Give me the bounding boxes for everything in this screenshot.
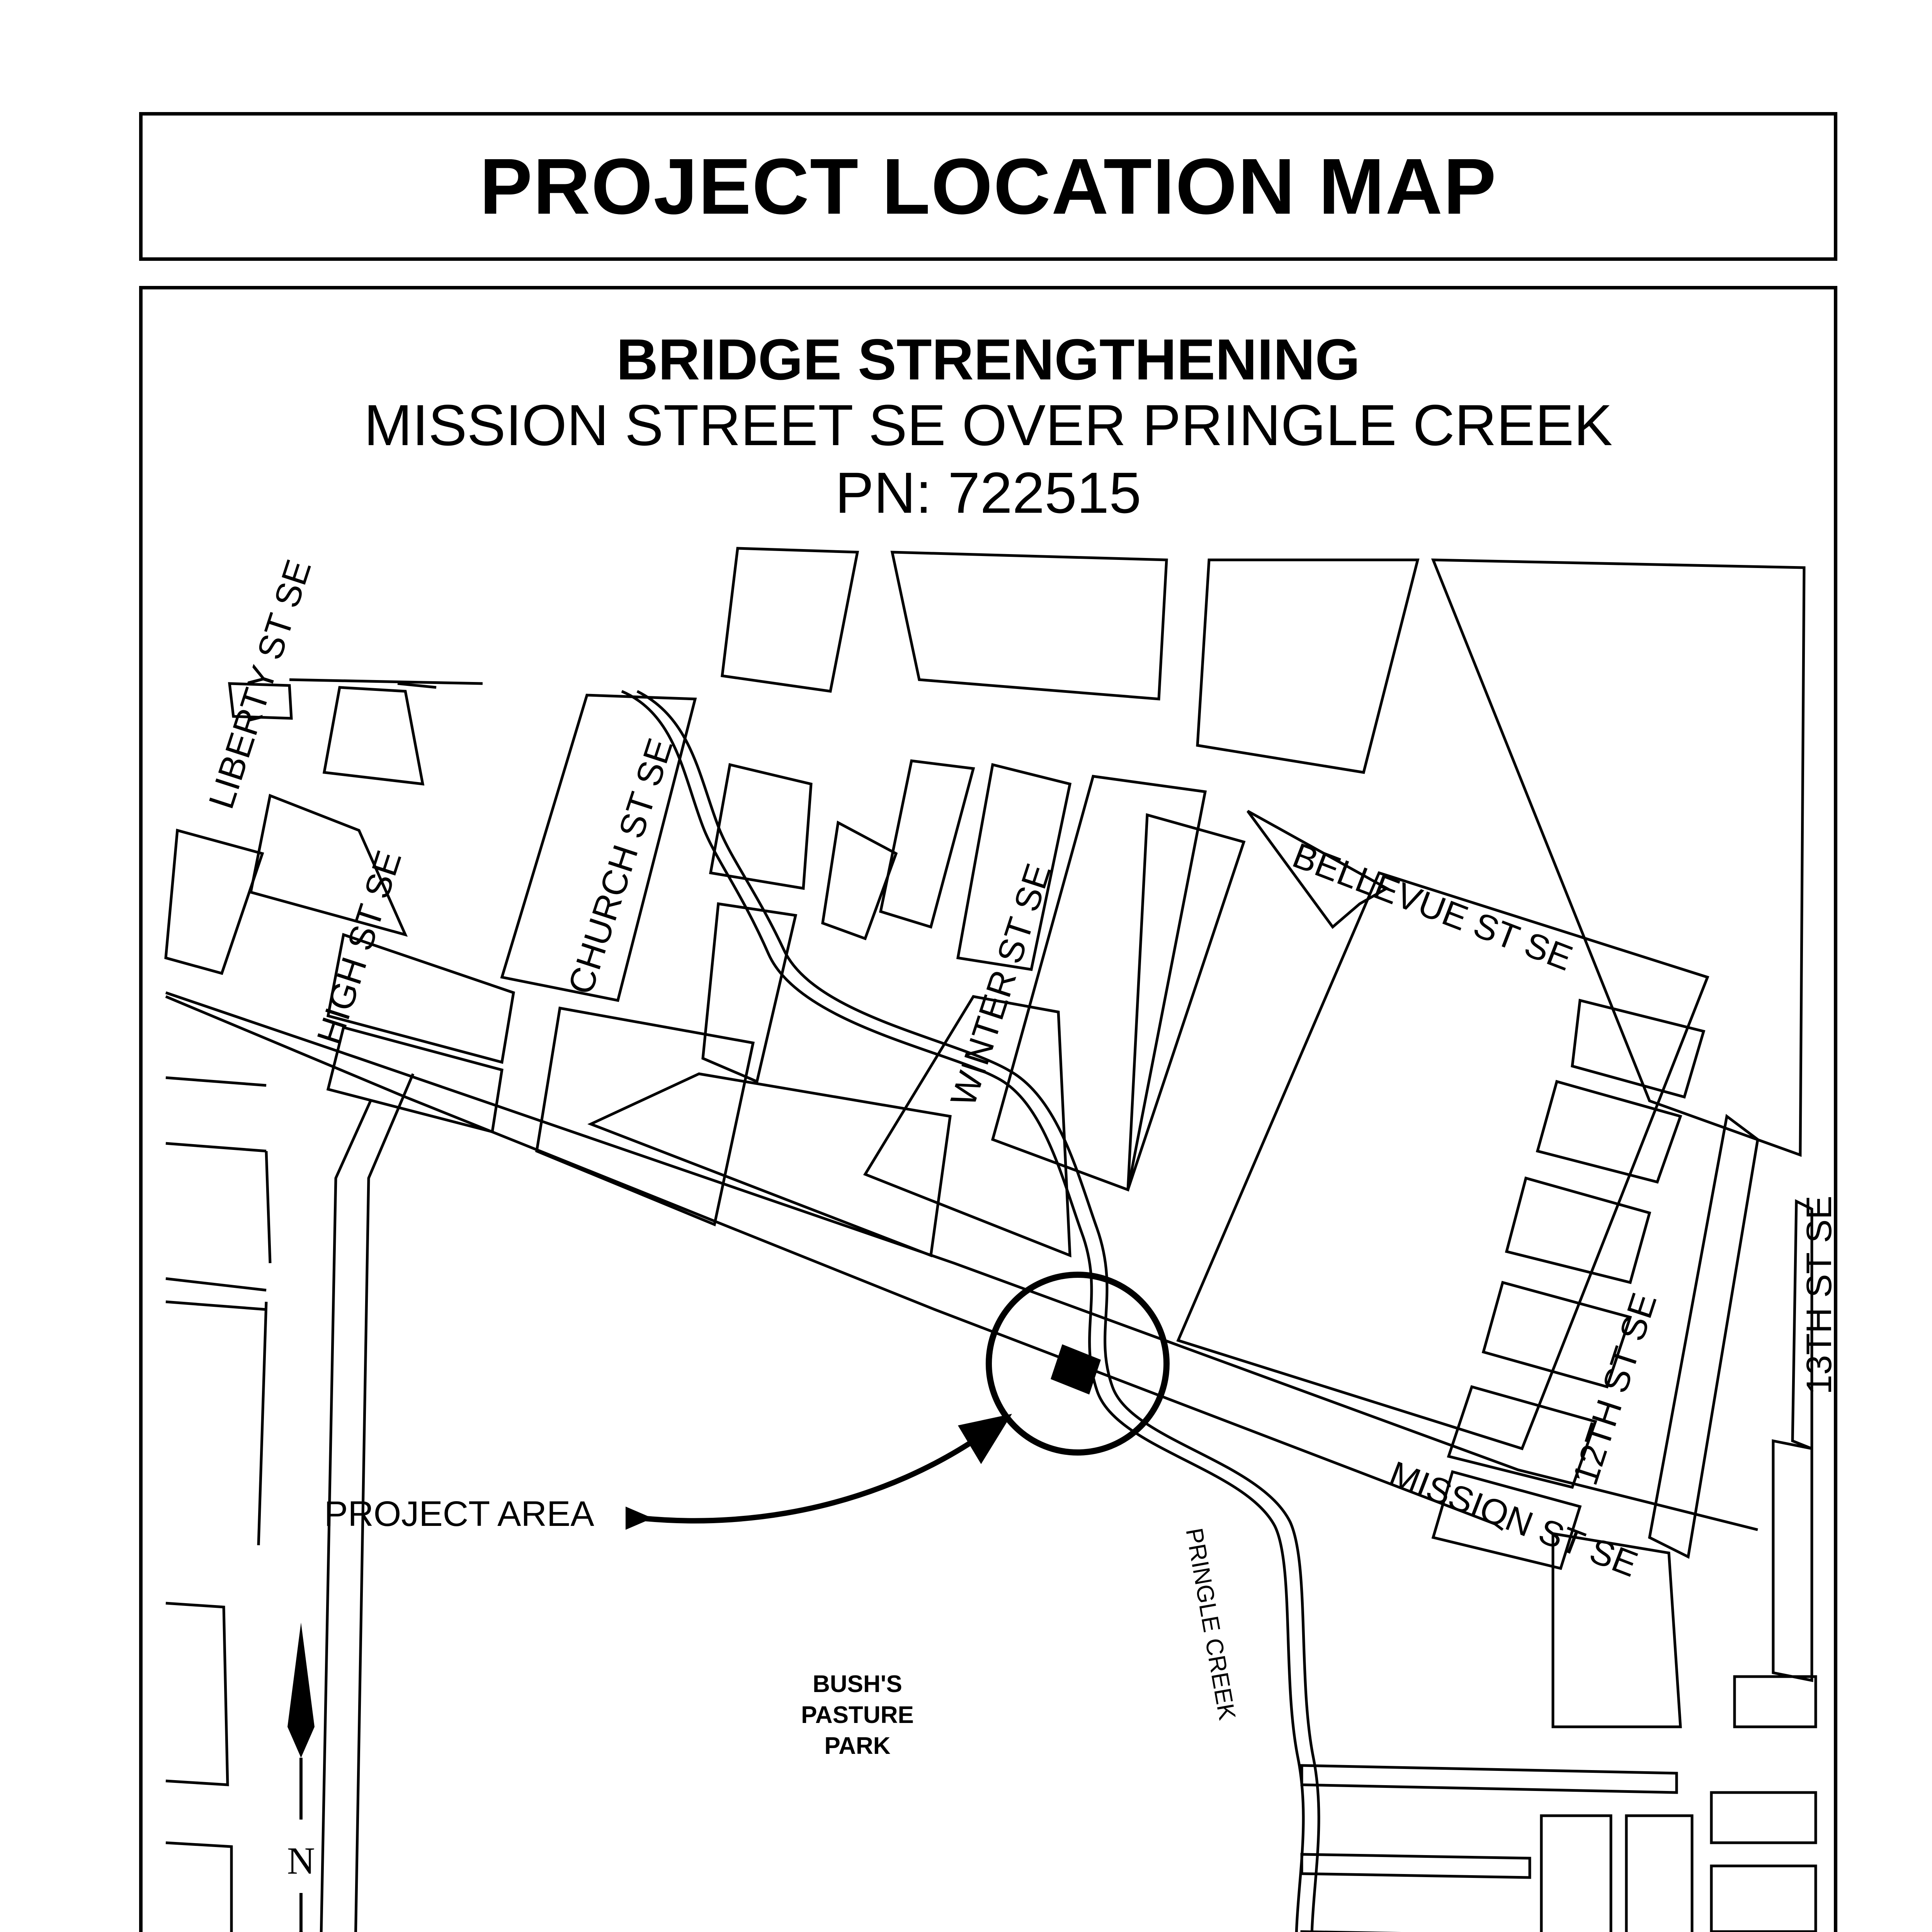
north-arrow (287, 1622, 315, 1932)
project-area-label: PROJECT AREA (324, 1494, 594, 1534)
project-location: MISSION STREET SE OVER PRINGLE CREEK (364, 393, 1613, 457)
arrow-head (958, 1414, 1012, 1464)
title-box (139, 112, 1837, 261)
project-number: PN: 722515 (835, 460, 1141, 525)
street-label-church: CHURCH ST SE (561, 733, 680, 999)
street-map (143, 289, 1839, 1932)
creek-label: PRINGLE CREEK (1180, 1526, 1241, 1722)
project-area-arrow (641, 1433, 985, 1521)
street-label-liberty: LIBERTY ST SE (201, 555, 319, 814)
map-panel (139, 286, 1837, 1932)
street-label-twelfth: 12TH ST SE (1565, 1288, 1665, 1490)
street-label-mission: MISSION ST SE (1384, 1454, 1643, 1585)
southeast-blocks (1302, 1534, 1816, 1932)
street-label-high: HIGH ST SE (310, 846, 409, 1049)
project-name: BRIDGE STRENGTHENING (616, 327, 1361, 392)
page-title: PROJECT LOCATION MAP (480, 142, 1497, 231)
street-label-bellevue: BELLEVUE ST SE (1287, 835, 1578, 978)
north-label: N (287, 1839, 315, 1882)
street-label-thirteenth: 13TH ST SE (1799, 1196, 1839, 1395)
park-label-line-2: PASTURE (801, 1702, 914, 1728)
park-label (801, 1671, 914, 1759)
bridge-marker (1051, 1344, 1101, 1395)
park-label-line-1: BUSH'S (813, 1671, 902, 1697)
park-label-line-3: PARK (824, 1733, 891, 1759)
street-label-winter: WINTER ST SE (943, 859, 1059, 1111)
arrow-tail (626, 1507, 653, 1530)
